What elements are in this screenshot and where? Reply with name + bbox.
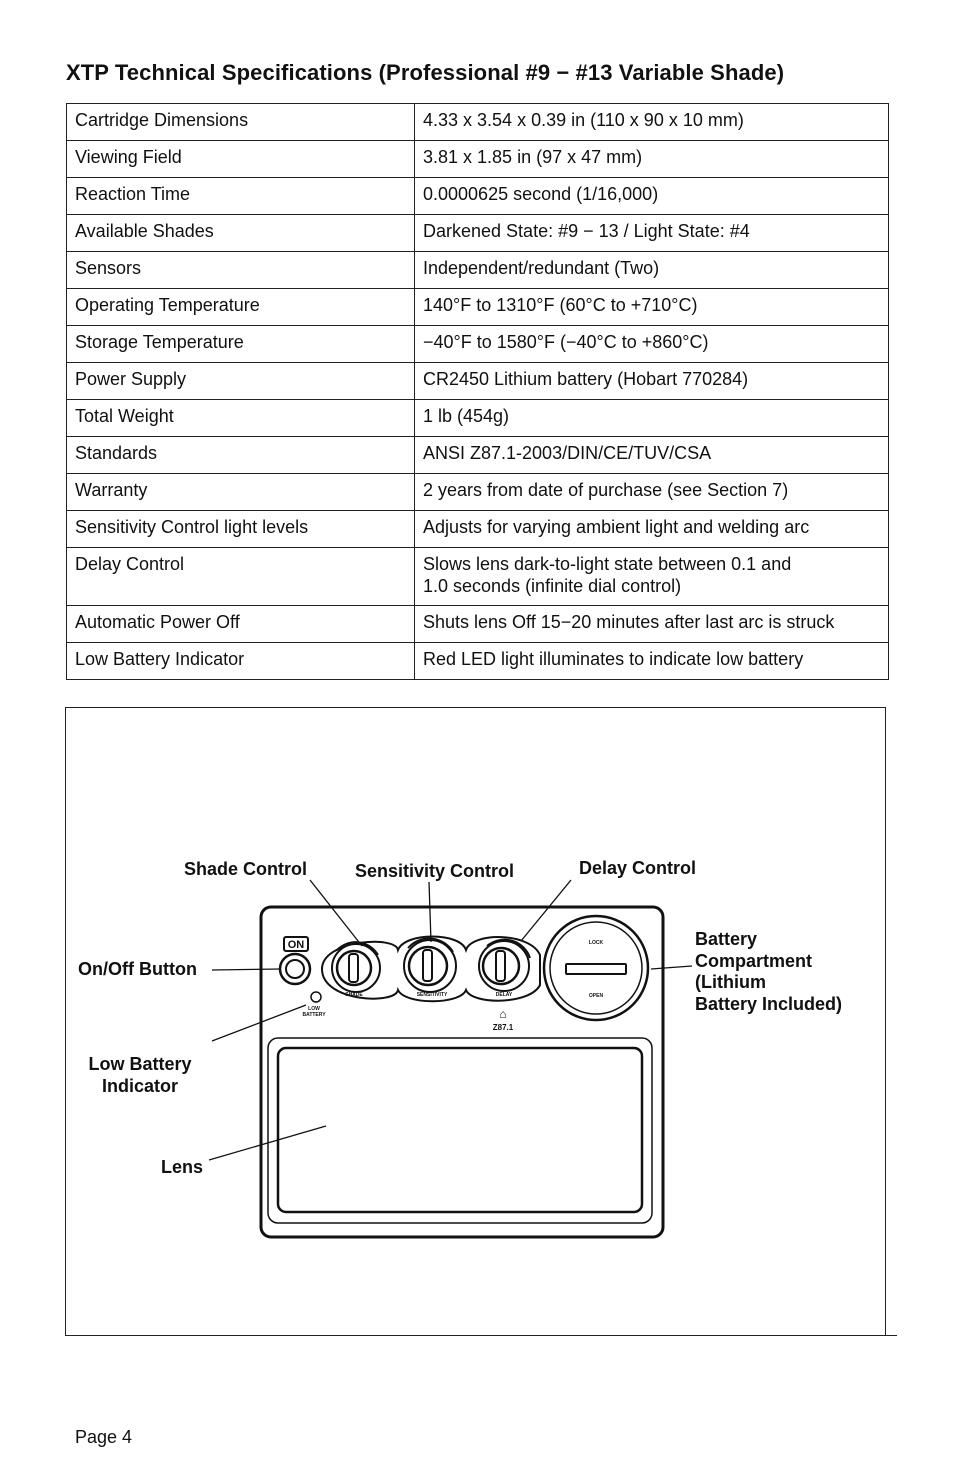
z87-logo-icon: ⌂ bbox=[499, 1007, 507, 1021]
spec-label: Total Weight bbox=[67, 400, 415, 437]
low-battery-label-line2: Indicator bbox=[101, 1076, 179, 1096]
battery-label-line1: Battery bbox=[695, 929, 758, 949]
page-number: Page 4 bbox=[75, 1427, 133, 1447]
spec-label: Power Supply bbox=[67, 363, 415, 400]
spec-value: CR2450 Lithium battery (Hobart 770284) bbox=[415, 363, 889, 400]
spec-label: Storage Temperature bbox=[67, 326, 415, 363]
on-off-button-label: On/Off Button bbox=[78, 959, 197, 979]
spec-value: Darkened State: #9 − 13 / Light State: #4 bbox=[415, 215, 889, 252]
battery-compartment[interactable] bbox=[544, 916, 648, 1020]
spec-label: Standards bbox=[67, 437, 415, 474]
spec-label: Automatic Power Off bbox=[67, 606, 415, 643]
low-battery-led bbox=[311, 992, 321, 1002]
battery-label-line3: (Lithium bbox=[695, 972, 766, 992]
low-battery-label-line1: Low Battery bbox=[88, 1054, 192, 1074]
spec-label: Sensitivity Control light levels bbox=[67, 511, 415, 548]
sensitivity-dial[interactable] bbox=[404, 938, 456, 992]
spec-value: −40°F to 1580°F (−40°C to +860°C) bbox=[415, 326, 889, 363]
spec-value: Adjusts for varying ambient light and welding arc bbox=[415, 511, 889, 548]
spec-value: Shuts lens Off 15−20 minutes after last arc is struck bbox=[415, 606, 889, 643]
spec-label: Reaction Time bbox=[67, 178, 415, 215]
spec-value: 140°F to 1310°F (60°C to +710°C) bbox=[415, 289, 889, 326]
sensitivity-control-label: Sensitivity Control bbox=[355, 861, 515, 881]
delay-control-label: Delay Control bbox=[579, 858, 697, 878]
shade-dial[interactable] bbox=[332, 942, 380, 992]
spec-label: Viewing Field bbox=[67, 141, 415, 178]
sensitivity-marking: SENSITIVITY bbox=[416, 992, 448, 998]
spec-value: 2 years from date of purchase (see Section 7) bbox=[415, 474, 889, 511]
low-marking-1: LOW bbox=[308, 1006, 320, 1012]
spec-value: 3.81 x 1.85 in (97 x 47 mm) bbox=[415, 141, 889, 178]
z87-marking: Z87.1 bbox=[492, 1023, 514, 1032]
spec-label: Available Shades bbox=[67, 215, 415, 252]
spec-value: Red LED light illuminates to indicate low battery bbox=[415, 643, 889, 680]
lens-window bbox=[278, 1048, 642, 1212]
shade-marking: SHADE bbox=[345, 992, 363, 998]
spec-label: Delay Control bbox=[67, 548, 415, 606]
spec-value: ANSI Z87.1-2003/DIN/CE/TUV/CSA bbox=[415, 437, 889, 474]
spec-value-line2: 1.0 seconds (infinite dial control) bbox=[423, 576, 682, 596]
on-off-button[interactable] bbox=[280, 954, 310, 984]
spec-value: 4.33 x 3.54 x 0.39 in (110 x 90 x 10 mm) bbox=[415, 104, 889, 141]
spec-value: Independent/redundant (Two) bbox=[415, 252, 889, 289]
battery-label-line4: Battery Included) bbox=[695, 994, 843, 1014]
lens-label: Lens bbox=[161, 1157, 204, 1177]
spec-label: Cartridge Dimensions bbox=[67, 104, 415, 141]
lock-marking: LOCK bbox=[588, 940, 604, 946]
spec-label: Sensors bbox=[67, 252, 415, 289]
delay-dial[interactable] bbox=[479, 940, 530, 991]
open-marking: OPEN bbox=[588, 993, 604, 999]
spec-label: Low Battery Indicator bbox=[67, 643, 415, 680]
spec-label: Operating Temperature bbox=[67, 289, 415, 326]
spec-value-line1: Slows lens dark-to-light state between 0.1 and bbox=[423, 554, 792, 574]
spec-value: 0.0000625 second (1/16,000) bbox=[415, 178, 889, 215]
page-title: XTP Technical Specifications (Professional #9 − #13 Variable Shade) bbox=[66, 60, 785, 85]
on-marking: ON bbox=[287, 939, 305, 951]
delay-marking: DELAY bbox=[495, 992, 513, 998]
spec-value: 1 lb (454g) bbox=[415, 400, 889, 437]
low-marking-2: BATTERY bbox=[302, 1012, 326, 1018]
battery-label-line2: Compartment bbox=[695, 951, 813, 971]
shade-control-label: Shade Control bbox=[184, 859, 308, 879]
spec-label: Warranty bbox=[67, 474, 415, 511]
